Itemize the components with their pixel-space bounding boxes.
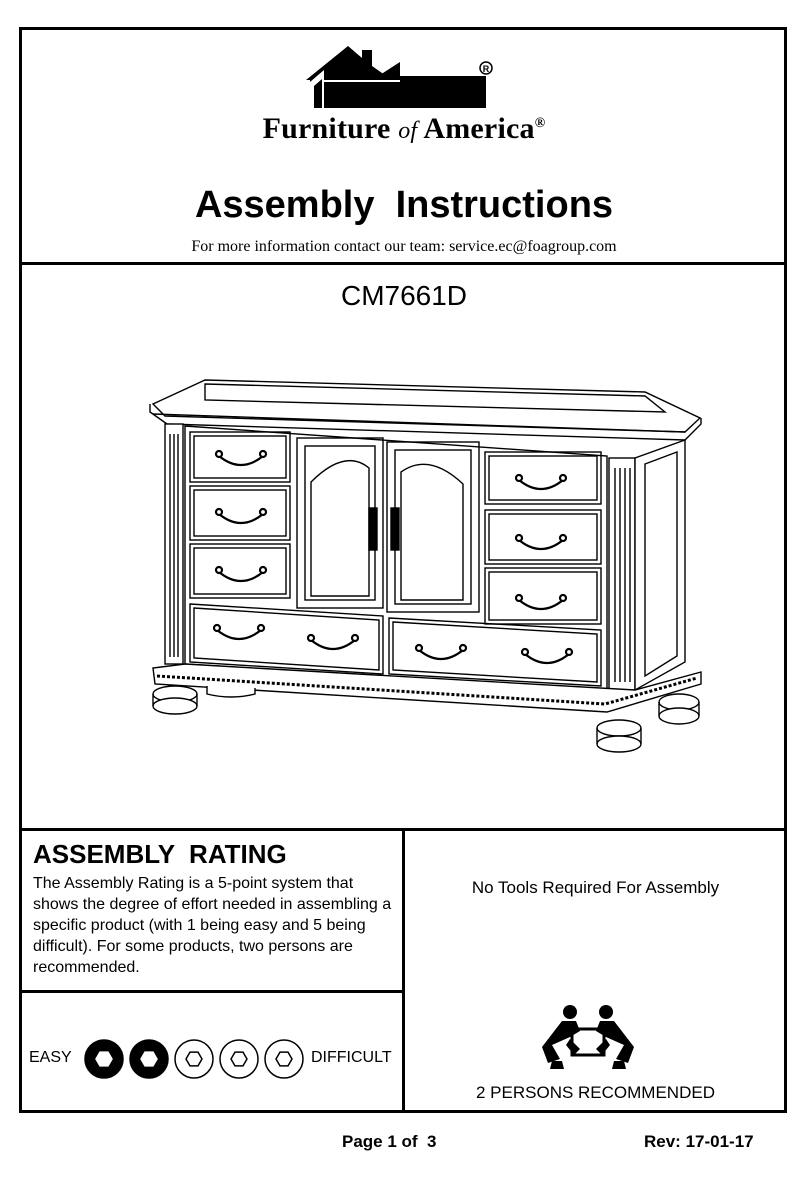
two-persons-icon xyxy=(540,1003,636,1075)
hex-nut-icon xyxy=(96,1052,112,1066)
brand-tail: America xyxy=(423,112,535,145)
page-title: Assembly Instructions xyxy=(194,184,614,226)
house-logo xyxy=(302,42,502,112)
divider-vertical xyxy=(402,828,405,1113)
brand-of: of xyxy=(398,118,418,144)
registered-mark: ® xyxy=(534,116,546,131)
divider-header xyxy=(19,262,787,265)
rating-dot-empty xyxy=(175,1040,213,1078)
svg-text:R: R xyxy=(482,64,490,74)
page-number: Page 1 of 3 xyxy=(342,1132,437,1151)
persons-recommended: 2 PERSONS RECOMMENDED xyxy=(476,1083,715,1102)
brand-main: Furniture xyxy=(262,112,391,145)
hex-nut-icon xyxy=(141,1052,157,1066)
divider-rating xyxy=(19,990,405,993)
rating-scale xyxy=(82,1038,308,1080)
dresser-illustration xyxy=(145,372,705,762)
brand-name xyxy=(0,112,808,146)
revision: Rev: 17-01-17 xyxy=(644,1132,754,1151)
model-number: CM7661D xyxy=(340,280,468,311)
rating-dot-empty xyxy=(220,1040,258,1078)
rating-heading: ASSEMBLY RATING xyxy=(33,839,287,869)
rating-description: The Assembly Rating is a 5-point system that shows the degree of effort needed in assembling a specific product (with 1 being easy and 5 being difficult). For some products, two persons are recommended. xyxy=(33,875,392,976)
difficult-label: DIFFICULT xyxy=(311,1049,392,1066)
easy-label: EASY xyxy=(29,1049,72,1066)
rating-dot-empty xyxy=(265,1040,303,1078)
contact-line: For more information contact our team: service.ec@foagroup.com xyxy=(191,238,617,255)
no-tools-note: No Tools Required For Assembly xyxy=(471,878,720,897)
